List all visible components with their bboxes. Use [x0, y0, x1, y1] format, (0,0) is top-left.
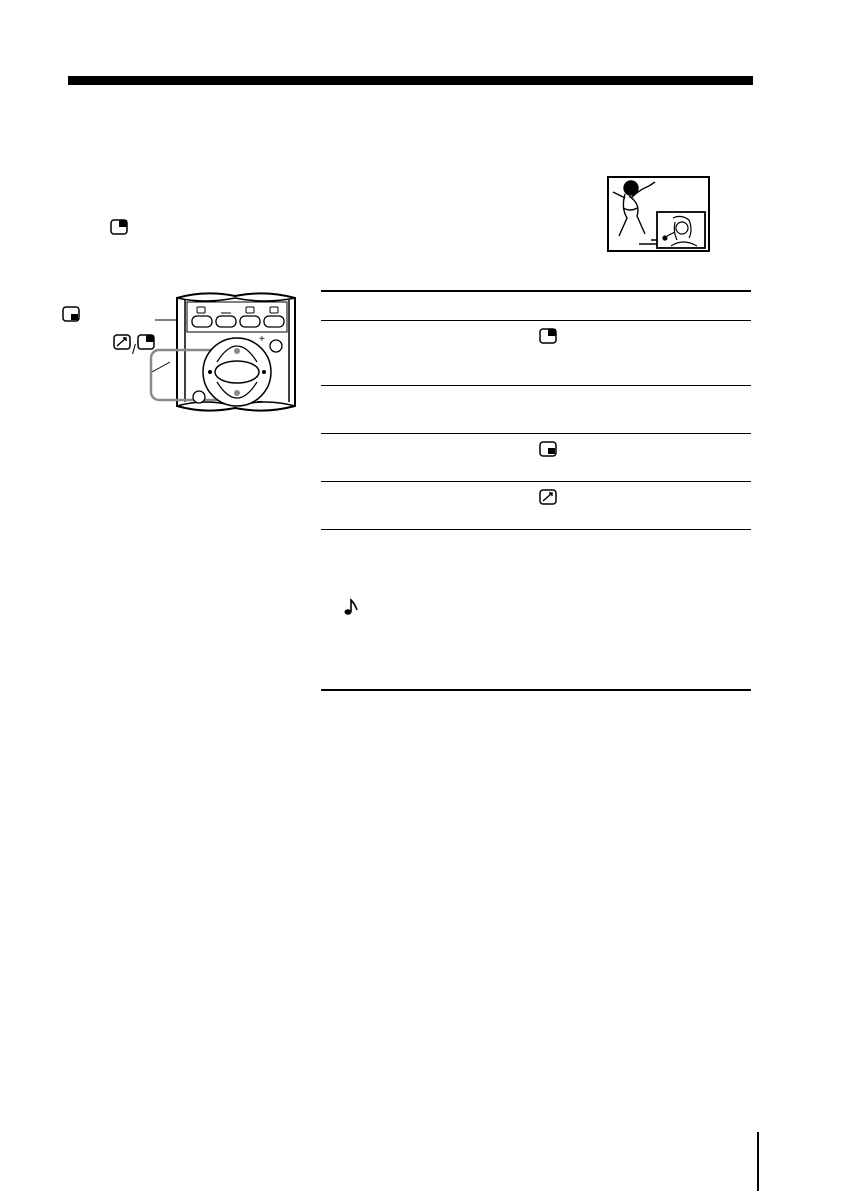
footer-page-rule	[757, 1132, 759, 1191]
table-rule-4	[321, 481, 751, 482]
table-rule-1	[321, 320, 751, 321]
remote-control-illustration	[165, 290, 305, 425]
remote-plus-label: +	[259, 334, 265, 345]
table-rule-5	[321, 529, 751, 530]
table-pip-swap-icon	[539, 489, 557, 510]
label-separator: /	[132, 341, 136, 357]
table-pip-window-icon	[539, 328, 557, 349]
table-top-rule	[321, 290, 751, 292]
table-bottom-rule	[321, 689, 751, 691]
music-note-icon	[344, 598, 358, 621]
table-rule-2	[321, 385, 751, 386]
table-pip-position-icon	[539, 441, 557, 462]
remote-minus-label: –	[257, 396, 263, 407]
table-rule-3	[321, 433, 751, 434]
